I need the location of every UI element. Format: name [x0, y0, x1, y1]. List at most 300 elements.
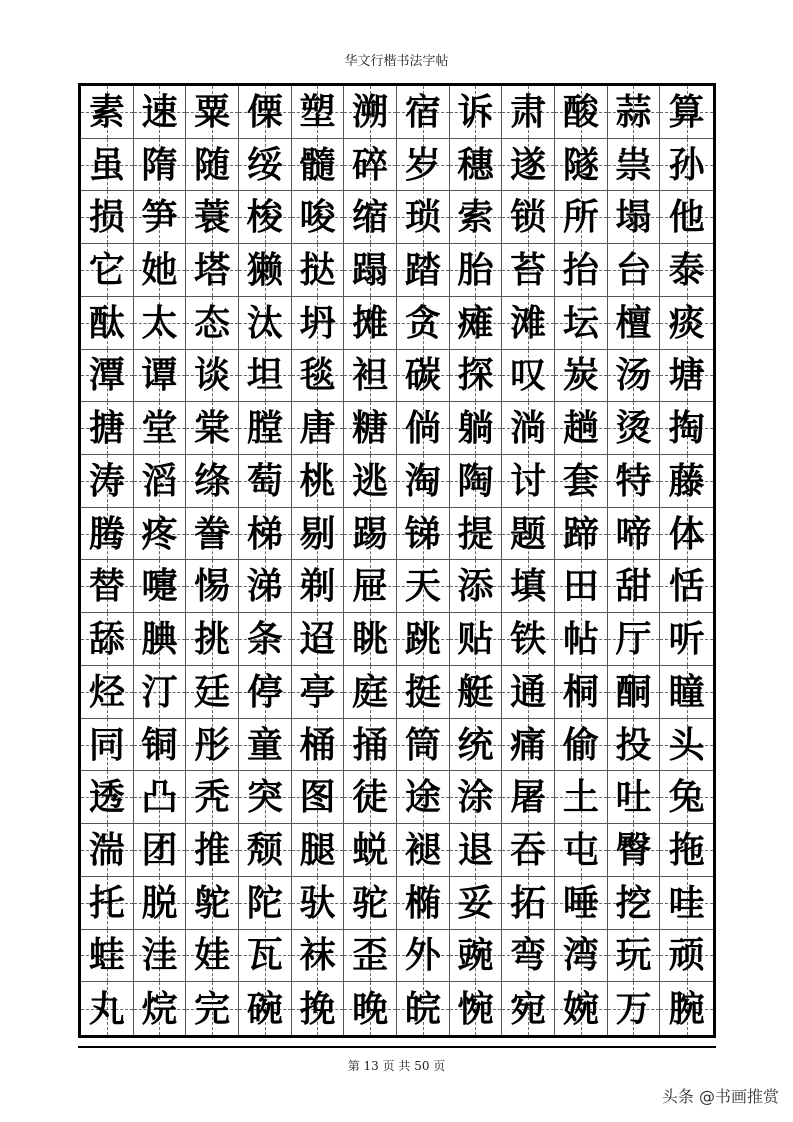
grid-cell: [555, 508, 608, 561]
grid-cell: [608, 508, 661, 561]
practice-character: 皖: [404, 987, 441, 1030]
grid-cell: [186, 350, 239, 403]
practice-character: 坍: [299, 301, 336, 344]
grid-cell: [397, 455, 450, 508]
grid-cell: [660, 719, 713, 772]
grid-cell: [608, 666, 661, 719]
watermark-text: 头条 @书画推赏: [661, 1087, 779, 1106]
grid-cell: [502, 244, 555, 297]
practice-character: 它: [88, 249, 125, 292]
grid-cell: [134, 508, 187, 561]
practice-character: 坦: [246, 354, 283, 397]
grid-cell: [608, 139, 661, 192]
grid-cell: [502, 350, 555, 403]
practice-character: 秃: [194, 776, 231, 819]
grid-cell: [660, 508, 713, 561]
grid-cell: [292, 613, 345, 666]
grid-cell: [81, 455, 134, 508]
practice-character: 吞: [510, 828, 547, 871]
footer-divider: [78, 1046, 716, 1048]
practice-character: 琐: [404, 196, 441, 239]
practice-character: 筒: [404, 723, 441, 766]
grid-cell: [608, 771, 661, 824]
practice-character: 挞: [299, 249, 336, 292]
grid-cell: [555, 613, 608, 666]
practice-character: 臀: [615, 828, 652, 871]
grid-cell: [81, 508, 134, 561]
grid-cell: [239, 350, 292, 403]
practice-character: 碎: [352, 143, 389, 186]
grid-cell: [450, 139, 503, 192]
practice-character: 廷: [194, 670, 231, 713]
practice-character: 鸵: [194, 881, 231, 924]
grid-cell: [344, 455, 397, 508]
grid-cell: [450, 244, 503, 297]
grid-cell: [344, 508, 397, 561]
grid-cell: [292, 244, 345, 297]
practice-character: 随: [194, 143, 231, 186]
practice-character: 梯: [246, 512, 283, 555]
practice-character: 丸: [88, 987, 125, 1030]
practice-character: 算: [668, 90, 705, 133]
grid-cell: [239, 982, 292, 1035]
practice-character: 叹: [510, 354, 547, 397]
grid-cell: [134, 86, 187, 139]
grid-cell: [660, 244, 713, 297]
practice-character: 倘: [404, 407, 441, 450]
grid-cell: [292, 982, 345, 1035]
practice-character: 桃: [299, 459, 336, 502]
practice-character: 天: [404, 565, 441, 608]
practice-character: 抬: [562, 249, 599, 292]
grid-cell: [660, 297, 713, 350]
grid-cell: [450, 455, 503, 508]
practice-character: 驮: [299, 881, 336, 924]
practice-character: 瓦: [246, 934, 283, 977]
practice-character: 迢: [299, 618, 336, 661]
grid-cell: [81, 982, 134, 1035]
grid-cell: [239, 402, 292, 455]
page-number: 第 13 页 共 50 页: [347, 1059, 446, 1073]
grid-cell: [344, 982, 397, 1035]
practice-character: 亭: [299, 670, 336, 713]
grid-cell: [81, 297, 134, 350]
grid-cell: [186, 930, 239, 983]
practice-character: 捅: [352, 723, 389, 766]
practice-character: 誊: [194, 512, 231, 555]
practice-character: 孙: [668, 143, 705, 186]
practice-character: 汰: [246, 301, 283, 344]
practice-character: 隋: [141, 143, 178, 186]
practice-character: 祟: [615, 143, 652, 186]
practice-character: 太: [141, 301, 178, 344]
practice-character: 徒: [352, 776, 389, 819]
grid-cell: [239, 771, 292, 824]
practice-character: 谭: [141, 354, 178, 397]
practice-character: 苔: [510, 249, 547, 292]
grid-cell: [134, 402, 187, 455]
practice-character: 拖: [668, 828, 705, 871]
practice-character: 同: [88, 723, 125, 766]
grid-cell: [344, 877, 397, 930]
grid-cell: [239, 666, 292, 719]
page-title: 华文行楷书法字帖: [344, 54, 449, 69]
grid-cell: [239, 719, 292, 772]
grid-cell: [81, 402, 134, 455]
grid-cell: [502, 455, 555, 508]
grid-cell: [397, 613, 450, 666]
grid-cell: [555, 719, 608, 772]
practice-character: 体: [668, 512, 705, 555]
grid-cell: [660, 350, 713, 403]
practice-character: 踏: [404, 249, 441, 292]
practice-character: 替: [88, 565, 125, 608]
practice-character: 童: [246, 723, 283, 766]
practice-character: 藤: [668, 459, 705, 502]
grid-cell: [344, 824, 397, 877]
grid-cell: [81, 930, 134, 983]
practice-character: 踢: [352, 512, 389, 555]
practice-character: 膛: [246, 407, 283, 450]
practice-character: 傈: [246, 90, 283, 133]
grid-cell: [555, 666, 608, 719]
practice-character: 缩: [352, 196, 389, 239]
grid-cell: [660, 771, 713, 824]
practice-character: 烷: [141, 987, 178, 1030]
practice-character: 痰: [668, 301, 705, 344]
grid-cell: [397, 244, 450, 297]
practice-character: 跳: [404, 618, 441, 661]
practice-character: 铁: [510, 618, 547, 661]
practice-character: 听: [668, 618, 705, 661]
grid-cell: [397, 350, 450, 403]
grid-cell: [397, 560, 450, 613]
practice-character: 萄: [246, 459, 283, 502]
grid-cell: [134, 350, 187, 403]
practice-character: 袜: [299, 934, 336, 977]
grid-cell: [660, 455, 713, 508]
practice-character: 婉: [562, 987, 599, 1030]
grid-cell: [555, 560, 608, 613]
practice-character: 推: [194, 828, 231, 871]
grid-cell: [292, 297, 345, 350]
grid-cell: [344, 297, 397, 350]
practice-character: 舔: [88, 618, 125, 661]
practice-character: 嚏: [141, 565, 178, 608]
practice-character: 锁: [510, 196, 547, 239]
practice-character: 溯: [352, 90, 389, 133]
grid-cell: [186, 877, 239, 930]
practice-character: 他: [668, 196, 705, 239]
grid-cell: [292, 455, 345, 508]
grid-cell: [660, 191, 713, 244]
practice-character: 潭: [88, 354, 125, 397]
grid-cell: [660, 560, 713, 613]
practice-character: 躺: [457, 407, 494, 450]
practice-character: 所: [562, 196, 599, 239]
practice-character: 胎: [457, 249, 494, 292]
practice-character: 蹋: [352, 249, 389, 292]
grid-cell: [134, 666, 187, 719]
practice-character: 湾: [562, 934, 599, 977]
practice-character: 坛: [562, 301, 599, 344]
grid-cell: [555, 297, 608, 350]
practice-character: 塌: [615, 196, 652, 239]
grid-cell: [660, 930, 713, 983]
watermark: [662, 1084, 779, 1107]
grid-cell: [397, 982, 450, 1035]
grid-cell: [608, 244, 661, 297]
grid-cell: [502, 771, 555, 824]
grid-cell: [608, 877, 661, 930]
practice-character: 诉: [457, 90, 494, 133]
grid-cell: [660, 982, 713, 1035]
practice-character: 突: [246, 776, 283, 819]
grid-cell: [344, 930, 397, 983]
grid-cell: [344, 719, 397, 772]
practice-character: 拓: [510, 881, 547, 924]
practice-character: 涛: [88, 459, 125, 502]
practice-character: 贴: [457, 618, 494, 661]
practice-character: 完: [194, 987, 231, 1030]
grid-cell: [186, 666, 239, 719]
practice-character: 停: [246, 670, 283, 713]
grid-cell: [397, 771, 450, 824]
practice-character: 逃: [352, 459, 389, 502]
practice-character: 痛: [510, 723, 547, 766]
practice-character: 腕: [668, 987, 705, 1030]
grid-cell: [186, 560, 239, 613]
grid-cell: [555, 771, 608, 824]
grid-cell: [502, 139, 555, 192]
grid-cell: [344, 666, 397, 719]
grid-cell: [134, 719, 187, 772]
practice-character: 挺: [404, 670, 441, 713]
grid-cell: [239, 86, 292, 139]
practice-character: 碳: [404, 354, 441, 397]
practice-character: 绦: [194, 459, 231, 502]
practice-character: 台: [615, 249, 652, 292]
practice-character: 碗: [246, 987, 283, 1030]
grid-cell: [397, 402, 450, 455]
practice-character: 屯: [562, 828, 599, 871]
grid-cell: [608, 402, 661, 455]
grid-cell: [344, 244, 397, 297]
practice-character: 滩: [510, 301, 547, 344]
grid-cell: [134, 613, 187, 666]
practice-character: 汀: [141, 670, 178, 713]
grid-cell: [397, 191, 450, 244]
grid-cell: [292, 139, 345, 192]
grid-cell: [239, 877, 292, 930]
grid-cell: [555, 877, 608, 930]
grid-cell: [292, 508, 345, 561]
practice-character: 颓: [246, 828, 283, 871]
practice-character: 投: [615, 723, 652, 766]
grid-cell: [292, 666, 345, 719]
grid-cell: [450, 350, 503, 403]
grid-cell: [134, 139, 187, 192]
practice-character: 虽: [88, 143, 125, 186]
grid-cell: [344, 613, 397, 666]
practice-character: 绥: [246, 143, 283, 186]
practice-character: 堂: [141, 407, 178, 450]
practice-character: 态: [194, 301, 231, 344]
practice-character: 泰: [668, 249, 705, 292]
practice-character: 蛙: [88, 934, 125, 977]
practice-character: 锑: [404, 512, 441, 555]
grid-cell: [450, 508, 503, 561]
practice-character: 炭: [562, 354, 599, 397]
grid-cell: [608, 613, 661, 666]
practice-character: 艇: [457, 670, 494, 713]
grid-cell: [239, 613, 292, 666]
practice-character: 屠: [510, 776, 547, 819]
practice-character: 笋: [141, 196, 178, 239]
practice-character: 宛: [510, 987, 547, 1030]
grid-cell: [186, 455, 239, 508]
practice-character: 脱: [141, 881, 178, 924]
grid-cell: [186, 508, 239, 561]
practice-character: 淌: [510, 407, 547, 450]
practice-character: 眺: [352, 618, 389, 661]
practice-character: 腆: [141, 618, 178, 661]
grid-cell: [397, 877, 450, 930]
practice-character: 陶: [457, 459, 494, 502]
grid-cell: [292, 930, 345, 983]
practice-character: 檀: [615, 301, 652, 344]
practice-character: 洼: [141, 934, 178, 977]
practice-character: 汤: [615, 354, 652, 397]
grid-cell: [239, 297, 292, 350]
grid-cell: [239, 139, 292, 192]
practice-character: 甜: [615, 565, 652, 608]
grid-cell: [555, 930, 608, 983]
practice-character: 烃: [88, 670, 125, 713]
grid-cell: [555, 350, 608, 403]
practice-character: 探: [457, 354, 494, 397]
practice-character: 獭: [246, 249, 283, 292]
grid-cell: [344, 139, 397, 192]
practice-character: 团: [141, 828, 178, 871]
grid-cell: [239, 560, 292, 613]
grid-cell: [81, 666, 134, 719]
grid-cell: [292, 824, 345, 877]
grid-cell: [450, 982, 503, 1035]
practice-character: 头: [668, 723, 705, 766]
practice-character: 挑: [194, 618, 231, 661]
grid-cell: [397, 86, 450, 139]
grid-cell: [239, 930, 292, 983]
grid-cell: [450, 877, 503, 930]
grid-cell: [81, 191, 134, 244]
practice-character: 穗: [457, 143, 494, 186]
practice-character: 妥: [457, 881, 494, 924]
grid-cell: [608, 560, 661, 613]
grid-cell: [502, 824, 555, 877]
grid-cell: [186, 139, 239, 192]
grid-cell: [502, 560, 555, 613]
practice-character: 桐: [562, 670, 599, 713]
practice-character: 提: [457, 512, 494, 555]
grid-cell: [450, 191, 503, 244]
practice-character: 条: [246, 618, 283, 661]
practice-character: 她: [141, 249, 178, 292]
character-grid: [81, 86, 713, 1035]
practice-character: 啼: [615, 512, 652, 555]
grid-cell: [450, 930, 503, 983]
practice-character: 损: [88, 196, 125, 239]
practice-character: 挖: [615, 881, 652, 924]
practice-character: 烫: [615, 407, 652, 450]
grid-cell: [292, 86, 345, 139]
grid-cell: [450, 86, 503, 139]
practice-character: 搪: [88, 407, 125, 450]
practice-character: 宿: [404, 90, 441, 133]
practice-character: 掏: [668, 407, 705, 450]
practice-character: 湍: [88, 828, 125, 871]
grid-cell: [450, 719, 503, 772]
grid-cell: [660, 86, 713, 139]
practice-character: 素: [88, 90, 125, 133]
grid-cell: [450, 297, 503, 350]
practice-character: 瞳: [668, 670, 705, 713]
practice-character: 索: [457, 196, 494, 239]
grid-cell: [608, 297, 661, 350]
practice-character: 歪: [352, 934, 389, 977]
practice-character: 趟: [562, 407, 599, 450]
practice-character: 恬: [668, 565, 705, 608]
practice-character: 通: [510, 670, 547, 713]
practice-character: 娃: [194, 934, 231, 977]
grid-cell: [186, 982, 239, 1035]
practice-character: 哇: [668, 881, 705, 924]
practice-character: 酸: [562, 90, 599, 133]
practice-character: 途: [404, 776, 441, 819]
grid-cell: [502, 930, 555, 983]
practice-character: 晚: [352, 987, 389, 1030]
practice-character: 外: [404, 934, 441, 977]
practice-character: 毯: [299, 354, 336, 397]
grid-cell: [397, 719, 450, 772]
grid-cell: [397, 930, 450, 983]
grid-cell: [186, 191, 239, 244]
practice-character: 滔: [141, 459, 178, 502]
practice-character: 塑: [299, 90, 336, 133]
practice-character: 彤: [194, 723, 231, 766]
practice-character: 疼: [141, 512, 178, 555]
practice-character: 玩: [615, 934, 652, 977]
practice-character: 透: [88, 776, 125, 819]
grid-cell: [555, 244, 608, 297]
grid-cell: [608, 824, 661, 877]
grid-cell: [555, 139, 608, 192]
grid-cell: [555, 86, 608, 139]
grid-cell: [450, 402, 503, 455]
practice-character: 庭: [352, 670, 389, 713]
grid-cell: [502, 666, 555, 719]
grid-cell: [134, 560, 187, 613]
practice-character: 套: [562, 459, 599, 502]
practice-character: 瘫: [457, 301, 494, 344]
grid-cell: [292, 402, 345, 455]
practice-character: 桶: [299, 723, 336, 766]
practice-character: 酮: [615, 670, 652, 713]
practice-character: 塔: [194, 249, 231, 292]
grid-cell: [344, 560, 397, 613]
practice-character: 褪: [404, 828, 441, 871]
grid-cell: [660, 877, 713, 930]
